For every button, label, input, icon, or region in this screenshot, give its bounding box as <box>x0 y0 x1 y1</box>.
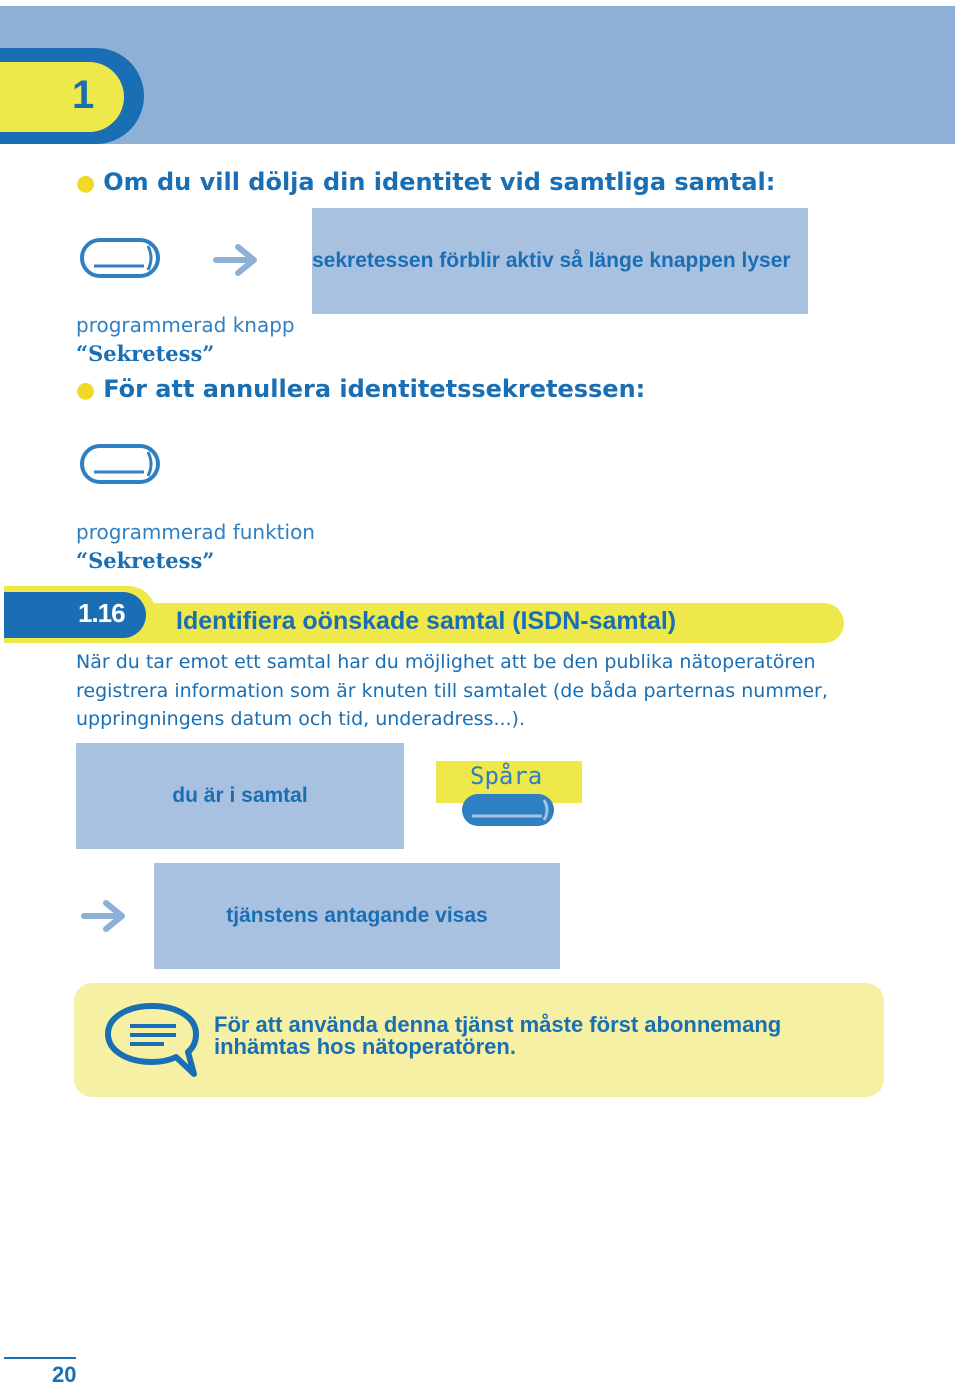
arrow-right-icon <box>212 242 260 278</box>
arrow-right-icon <box>80 898 128 934</box>
softkey-button-icon[interactable] <box>460 792 556 828</box>
privacy-result-box <box>312 208 808 314</box>
bullet-cancel-privacy <box>76 375 645 403</box>
header-band <box>0 6 955 144</box>
privacy-result-text: sekretessen förblir aktiv så länge knappen lyser <box>312 249 791 272</box>
body-line: registrera information som är knuten till samtalet (de båda parternas nummer, <box>76 679 828 702</box>
note-line: inhämtas hos nätoperatören. <box>214 1034 516 1059</box>
body-line: När du tar emot ett samtal har du möjlighet att be den publika nätoperatören <box>76 651 816 673</box>
programmable-key-icon <box>80 238 160 278</box>
chapter-tab-inner <box>0 62 124 132</box>
section-number: 1.16 <box>78 598 125 628</box>
page-number: 20 <box>52 1362 77 1387</box>
state-text: du är i samtal <box>172 784 308 807</box>
bullet-cancel-privacy-text: För att annullera identitetssekretessen: <box>103 375 646 403</box>
note-text <box>214 1014 781 1058</box>
service-result-text: tjänstens antagande visas <box>226 904 488 927</box>
bullet-dot: ● <box>76 171 96 196</box>
footer-rule <box>4 1357 76 1359</box>
state-box <box>76 743 404 849</box>
bullet-dot: ● <box>76 378 96 403</box>
section-body <box>76 648 896 734</box>
chapter-number: 1 <box>72 73 95 117</box>
speech-bubble-icon <box>104 1002 200 1078</box>
section-title: Identifiera oönskade samtal (ISDN-samtal) <box>176 607 677 635</box>
body-line: uppringningens datum och tid, underadress...). <box>76 708 526 730</box>
note-line: För att använda denna tjänst måste först abonnemang <box>214 1012 782 1037</box>
programmable-key-icon <box>80 444 160 484</box>
service-result-box <box>154 863 560 969</box>
softkey-label[interactable]: Spåra <box>470 762 543 790</box>
bullet-privacy-all-calls-text: Om du vill dölja din identitet vid samtliga samtal: <box>103 168 776 196</box>
bullet-privacy-all-calls <box>76 168 775 196</box>
key-name-a: “Sekretess” <box>76 341 215 366</box>
key-caption-b: programmerad funktion <box>76 520 315 544</box>
key-name-b: “Sekretess” <box>76 548 215 573</box>
key-caption-a: programmerad knapp <box>76 313 295 337</box>
